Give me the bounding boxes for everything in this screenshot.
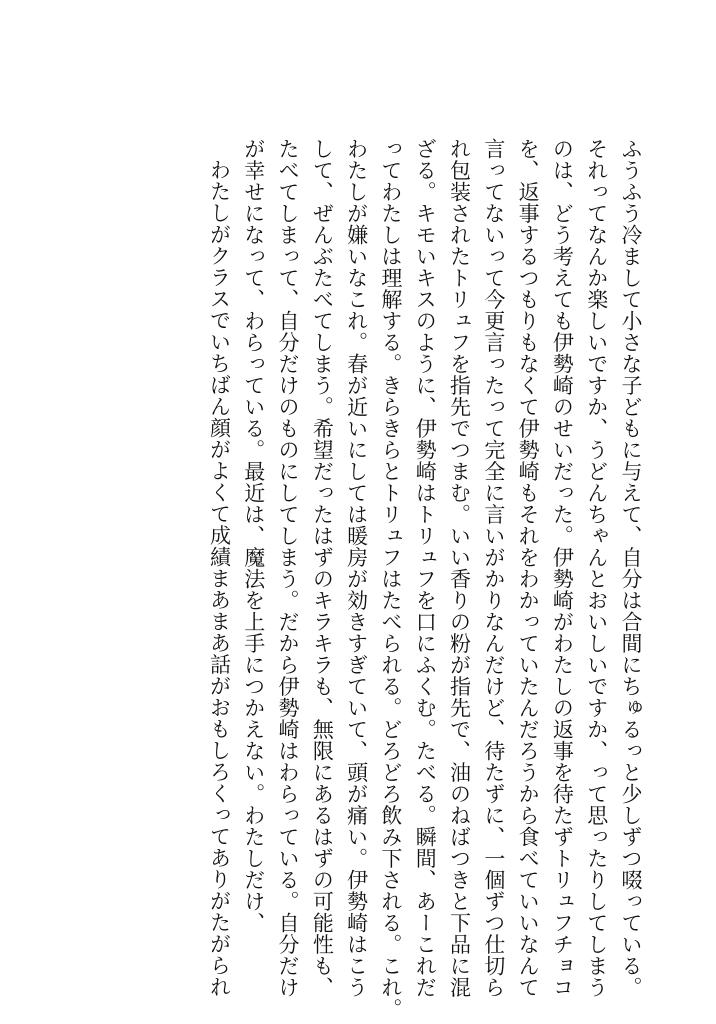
text-line: たべてしまって、自分だけのものにしてしまう。だから伊勢崎はわらっている。自分だけ — [276, 138, 301, 998]
text-line: わたしが嫌いなこれ。春が近いにしては暖房が効きすぎていて、頭が痛い。伊勢崎はこう — [344, 138, 369, 998]
body-text — [202, 138, 648, 1020]
text-line: それってなんか楽しいですか、うどんちゃんとおいしいですか、って思ったりしてしまう — [584, 138, 609, 998]
text-line: して、ぜんぶたべてしまう。希望だったはずのキラキラも、無限にあるはずの可能性も、 — [310, 138, 335, 998]
text-line: ってわたしは理解する。きらきらとトリュフはたべられる。どろどろ飲み下される。これ。 — [378, 138, 403, 1020]
text-line: ふうふう冷まして小さな子どもに与えて、自分は合間にちゅるっと少しずつ啜っている。 — [619, 138, 643, 998]
text-line: れ包装されたトリュフを指先でつまむ。いい香りの粉が指先で、油のねばつきと下品に混 — [447, 138, 472, 998]
text-line: ざる。キモいキスのように、伊勢崎はトリュフを口にふくむ。たべる。瞬間、あーこれだ — [413, 138, 438, 998]
text-line: を、返事するつもりもなくて伊勢崎もそれをわかっていたんだろうから食べていいなんて — [516, 138, 541, 998]
text-line: が幸せになって、わらっている。最近は、魔法を上手につかえない。わたしだけ、 — [241, 138, 266, 934]
text-line: 言ってないって今更言ったって完全に言いがかりなんだけど、待たずに、一個ずつ仕切ら — [481, 138, 506, 998]
text-line: のは、どう考えても伊勢崎のせいだった。伊勢崎がわたしの返事を待たずトリュフチョコ — [550, 138, 575, 998]
text-line-indented: わたしがクラスでいちばん顔がよくて成績まあまあ話がおもしろくってありがたがられ — [207, 159, 232, 998]
